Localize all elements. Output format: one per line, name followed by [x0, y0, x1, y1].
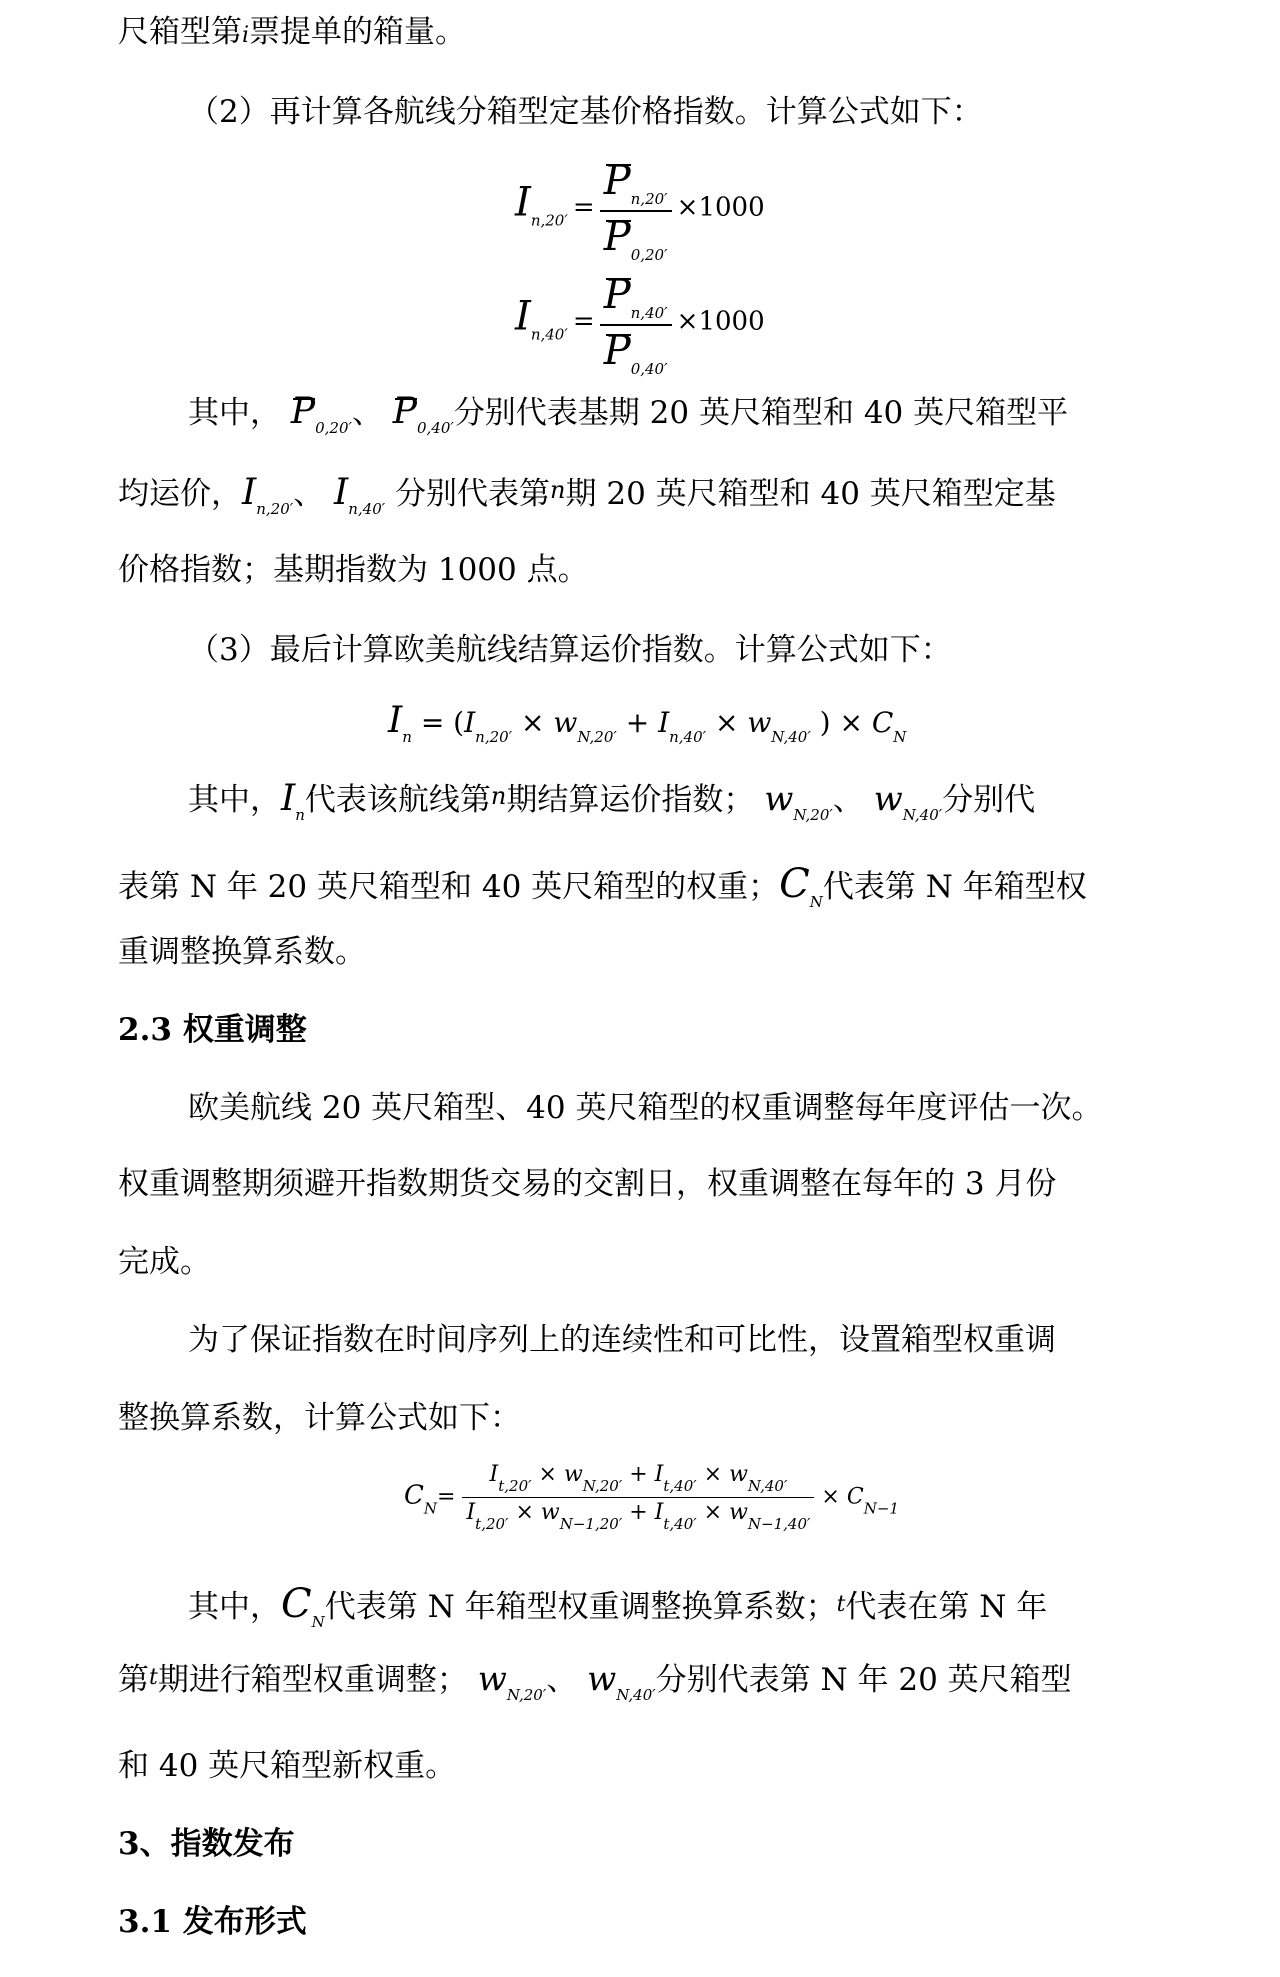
math-var: n	[550, 476, 566, 504]
text: 代表第 N 年箱型权重调整换算系数；	[324, 1589, 837, 1625]
text: 代表第 N 年箱型权	[822, 869, 1087, 905]
text: 权重调整期须避开指数期货交易的交割日，权重调整在每年的 3 月份	[118, 1166, 1057, 1202]
subscript: n,40′	[530, 325, 568, 344]
paragraph-line	[118, 1398, 521, 1438]
text: 、	[351, 395, 383, 431]
text: 期结算运价指数；	[506, 782, 755, 818]
heading-text: 3、指数发布	[118, 1826, 295, 1862]
formula-index-20: In,20′ = $\frac{Pn,20'}{P0,20'}$ ×1000	[515, 158, 765, 264]
subscript: N,20′	[506, 1686, 547, 1704]
paragraph-line	[188, 92, 983, 132]
text: 、	[832, 782, 864, 818]
text: 、	[546, 1662, 578, 1698]
paragraph-line: 第t期进行箱型权重调整； $w_{N,20'}$、 $w_{N,40'}$分别代表第 N 年 20 英尺箱型	[118, 1659, 1072, 1704]
multiplier: ×1000	[676, 192, 765, 223]
text: 期进行箱型权重调整；	[157, 1662, 468, 1698]
text: 价格指数；基期指数为 1000 点。	[118, 552, 589, 588]
subscript: 0,20′	[315, 419, 352, 437]
math-var: t	[836, 1592, 846, 1617]
text: 重调整换算系数。	[118, 934, 366, 970]
subscript: N,20′	[793, 806, 833, 824]
text: 分别代表第 N 年 20 英尺箱型	[655, 1662, 1072, 1698]
subscript: n,20′	[530, 211, 568, 230]
text: 均运价，	[118, 476, 242, 512]
paragraph-line	[118, 550, 589, 590]
section-heading	[118, 1824, 295, 1864]
paragraph-line	[118, 932, 366, 972]
paragraph-line	[118, 12, 466, 56]
text: 第	[118, 1662, 149, 1698]
text: 表第 N 年 20 英尺箱型和 40 英尺箱型的权重；	[118, 869, 780, 905]
subscript: 0,40′	[417, 419, 454, 437]
paragraph-line	[118, 1242, 211, 1282]
paragraph-line	[188, 1320, 1056, 1360]
section-heading	[118, 1902, 307, 1942]
section-heading	[118, 1010, 307, 1050]
formula-conversion-coefficient: $C_N=$ $\frac{I_{t,20'} \times w_{N,20'} + I_{t,40'} \times w_{N,40'}}{I_{t,20'} \times w_{N-1,20'} + I_{t,40'} \times w_{N-1,40'}}$ × $C_{N-1}$	[404, 1462, 899, 1533]
heading-text: 3.1 发布形式	[118, 1904, 307, 1940]
formula-settlement-index: $I_n = (I_{n,20'} \times w_{N,20'} + I_{n,40'} \times w_{N,40'}$ ) × $C_N$	[388, 700, 907, 746]
text: （2）再计算各航线分箱型定基价格指数。计算公式如下：	[188, 94, 983, 130]
subscript: n,40′	[348, 500, 386, 518]
subscript: N	[311, 1613, 325, 1631]
text: 、	[293, 476, 325, 512]
heading-text: 2.3 权重调整	[118, 1012, 307, 1048]
text: 其中，	[188, 395, 281, 431]
text: 代表在第 N 年	[845, 1589, 1048, 1625]
text: （3）最后计算欧美航线结算运价指数。计算公式如下：	[188, 632, 952, 668]
text: 票提单的箱量。	[249, 14, 467, 50]
formula-index-40: In,40′ = $\frac{Pn,40'}{P0,40'}$ ×1000	[515, 272, 765, 378]
text: 其中，	[188, 1589, 281, 1625]
text: 整换算系数，计算公式如下：	[118, 1400, 521, 1436]
text: 欧美航线 20 英尺箱型、40 英尺箱型的权重调整每年度评估一次。	[188, 1090, 1103, 1126]
paragraph-line	[188, 630, 952, 670]
text: 其中，	[188, 782, 281, 818]
paragraph-line: 其中，$C_N$代表第 N 年箱型权重调整换算系数；t代表在第 N 年	[188, 1581, 1048, 1631]
paragraph-line	[118, 1164, 1056, 1204]
paragraph-line	[188, 1088, 1102, 1128]
math-var: t	[149, 1665, 158, 1690]
paragraph-line	[118, 1746, 456, 1786]
subscript: n,40′	[630, 304, 668, 322]
text: 分别代表基期 20 英尺箱型和 40 英尺箱型平	[453, 395, 1069, 431]
paragraph-line: 均运价，$I_{n,20'}$、 $I_{n,40'}$ 分别代表第n期 20 英尺箱型和 40 英尺箱型定基	[118, 472, 1056, 518]
paragraph-line: 表第 N 年 20 英尺箱型和 40 英尺箱型的权重；$C_N$代表第 N 年箱型权	[118, 861, 1087, 911]
subscript: n,20′	[256, 500, 294, 518]
text: 尺箱型第	[118, 14, 242, 50]
subscript: N	[809, 893, 823, 911]
text: 和 40 英尺箱型新权重。	[118, 1748, 457, 1784]
text: 代表该航线第	[304, 782, 491, 818]
paragraph-line: 其中，$I_n$代表该航线第n期结算运价指数； $w_{N,20'}$、 $w_{N,40'}$分别代	[188, 778, 1036, 824]
multiplier: ×1000	[676, 306, 765, 337]
text: 期 20 英尺箱型和 40 英尺箱型定基	[565, 476, 1056, 512]
text: 分别代	[942, 782, 1036, 818]
subscript: N,40′	[902, 806, 943, 824]
subscript: n,20′	[630, 190, 668, 208]
subscript: n	[295, 806, 305, 824]
text: 为了保证指数在时间序列上的连续性和可比性，设置箱型权重调	[188, 1322, 1056, 1358]
text: 完成。	[118, 1244, 211, 1280]
paragraph-line: 其中， $P_{0,20'}$、 $P_{0,40'}$分别代表基期 20 英尺箱型和 40 英尺箱型平	[188, 391, 1069, 437]
subscript: N,40′	[616, 1686, 656, 1704]
subscript: 0,40′	[630, 360, 668, 378]
math-var: n	[490, 782, 507, 810]
math-var: i	[242, 23, 250, 48]
text: 分别代表第	[395, 476, 551, 512]
subscript: 0,20′	[630, 246, 668, 264]
